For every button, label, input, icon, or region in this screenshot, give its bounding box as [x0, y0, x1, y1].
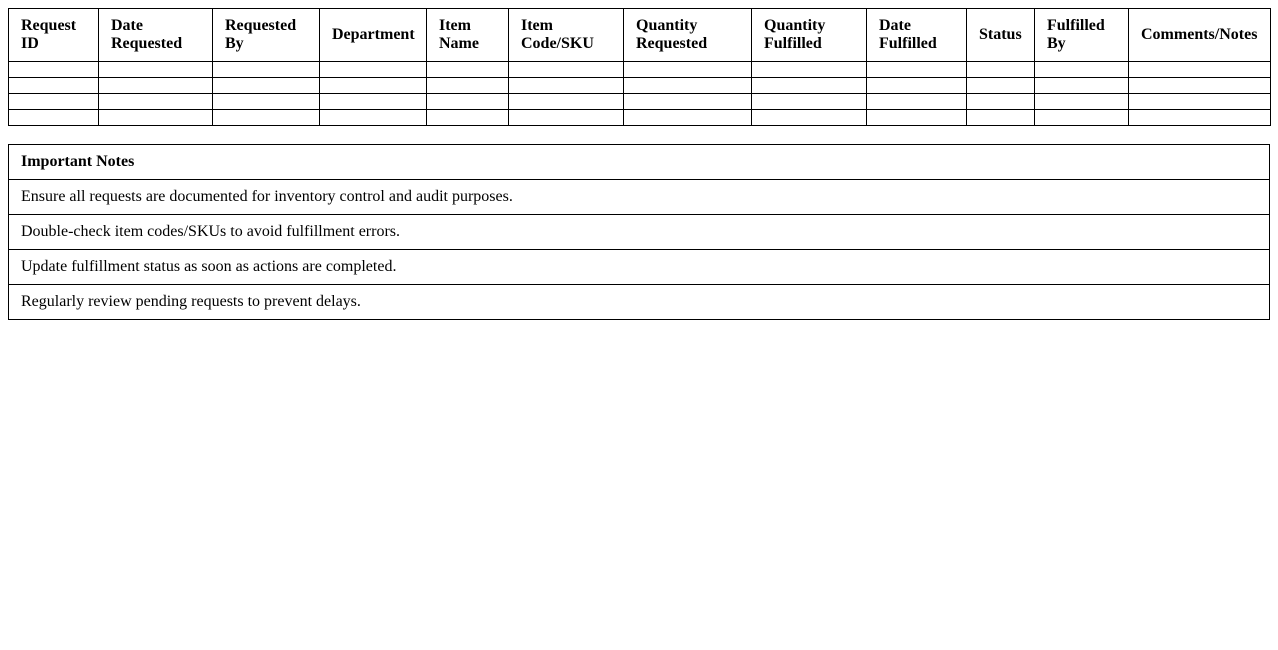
table-row: [9, 94, 1271, 110]
table-cell-date-fulfilled[interactable]: [867, 78, 967, 94]
header-row: [9, 9, 1271, 62]
table-cell-date-requested[interactable]: [99, 94, 213, 110]
header-date-fulfilled: Date Fulfilled: [867, 9, 967, 62]
note-item: Double-check item codes/SKUs to avoid fulfillment errors.: [9, 215, 1270, 250]
table-cell-department[interactable]: [320, 110, 427, 126]
notes-title: Important Notes: [9, 145, 1270, 180]
table-cell-fulfilled-by[interactable]: [1035, 94, 1129, 110]
table-cell-quantity-fulfilled[interactable]: [752, 62, 867, 78]
table-cell-department[interactable]: [320, 62, 427, 78]
table-cell-quantity-fulfilled[interactable]: [752, 78, 867, 94]
table-cell-comments-notes[interactable]: [1129, 94, 1271, 110]
table-cell-item-code-sku[interactable]: [509, 110, 624, 126]
header-quantity-requested: Quantity Requested: [624, 9, 752, 62]
header-quantity-fulfilled: Quantity Fulfilled: [752, 9, 867, 62]
table-cell-item-name[interactable]: [427, 78, 509, 94]
table-cell-date-fulfilled[interactable]: [867, 94, 967, 110]
table-cell-requested-by[interactable]: [213, 94, 320, 110]
table-cell-requested-by[interactable]: [213, 110, 320, 126]
table-cell-quantity-requested[interactable]: [624, 110, 752, 126]
table-row: [9, 110, 1271, 126]
table-cell-date-requested[interactable]: [99, 78, 213, 94]
note-row: [9, 180, 1270, 215]
header-department: Department: [320, 9, 427, 62]
page-content: [8, 8, 1270, 320]
table-cell-quantity-fulfilled[interactable]: [752, 110, 867, 126]
table-cell-request-id[interactable]: [9, 62, 99, 78]
note-row: [9, 250, 1270, 285]
table-cell-comments-notes[interactable]: [1129, 78, 1271, 94]
notes-title-row: [9, 145, 1270, 180]
header-request-id: Request ID: [9, 9, 99, 62]
table-cell-fulfilled-by[interactable]: [1035, 62, 1129, 78]
table-cell-requested-by[interactable]: [213, 62, 320, 78]
table-cell-status[interactable]: [967, 78, 1035, 94]
header-date-requested: Date Requested: [99, 9, 213, 62]
request-table: [8, 8, 1271, 126]
table-cell-fulfilled-by[interactable]: [1035, 78, 1129, 94]
header-requested-by: Requested By: [213, 9, 320, 62]
header-comments-notes: Comments/Notes: [1129, 9, 1271, 62]
table-cell-request-id[interactable]: [9, 94, 99, 110]
table-cell-quantity-requested[interactable]: [624, 62, 752, 78]
note-item: Regularly review pending requests to prevent delays.: [9, 285, 1270, 320]
table-cell-date-requested[interactable]: [99, 110, 213, 126]
table-cell-comments-notes[interactable]: [1129, 62, 1271, 78]
table-cell-item-name[interactable]: [427, 94, 509, 110]
table-cell-date-fulfilled[interactable]: [867, 110, 967, 126]
table-cell-department[interactable]: [320, 78, 427, 94]
table-cell-requested-by[interactable]: [213, 78, 320, 94]
table-cell-comments-notes[interactable]: [1129, 110, 1271, 126]
table-cell-status[interactable]: [967, 62, 1035, 78]
table-cell-fulfilled-by[interactable]: [1035, 110, 1129, 126]
table-cell-item-code-sku[interactable]: [509, 94, 624, 110]
request-table-body: [9, 62, 1271, 126]
table-cell-status[interactable]: [967, 110, 1035, 126]
note-row: [9, 215, 1270, 250]
table-cell-date-fulfilled[interactable]: [867, 62, 967, 78]
header-fulfilled-by: Fulfilled By: [1035, 9, 1129, 62]
note-item: Ensure all requests are documented for inventory control and audit purposes.: [9, 180, 1270, 215]
table-cell-quantity-fulfilled[interactable]: [752, 94, 867, 110]
header-item-name: Item Name: [427, 9, 509, 62]
table-cell-date-requested[interactable]: [99, 62, 213, 78]
table-cell-item-name[interactable]: [427, 62, 509, 78]
table-cell-request-id[interactable]: [9, 78, 99, 94]
table-cell-item-name[interactable]: [427, 110, 509, 126]
note-item: Update fulfillment status as soon as actions are completed.: [9, 250, 1270, 285]
table-cell-quantity-requested[interactable]: [624, 94, 752, 110]
table-cell-item-code-sku[interactable]: [509, 62, 624, 78]
table-cell-request-id[interactable]: [9, 110, 99, 126]
header-status: Status: [967, 9, 1035, 62]
table-row: [9, 62, 1271, 78]
note-row: [9, 285, 1270, 320]
important-notes-table: [8, 144, 1270, 320]
table-row: [9, 78, 1271, 94]
header-item-code-sku: Item Code/SKU: [509, 9, 624, 62]
table-cell-item-code-sku[interactable]: [509, 78, 624, 94]
table-cell-quantity-requested[interactable]: [624, 78, 752, 94]
table-cell-department[interactable]: [320, 94, 427, 110]
table-cell-status[interactable]: [967, 94, 1035, 110]
